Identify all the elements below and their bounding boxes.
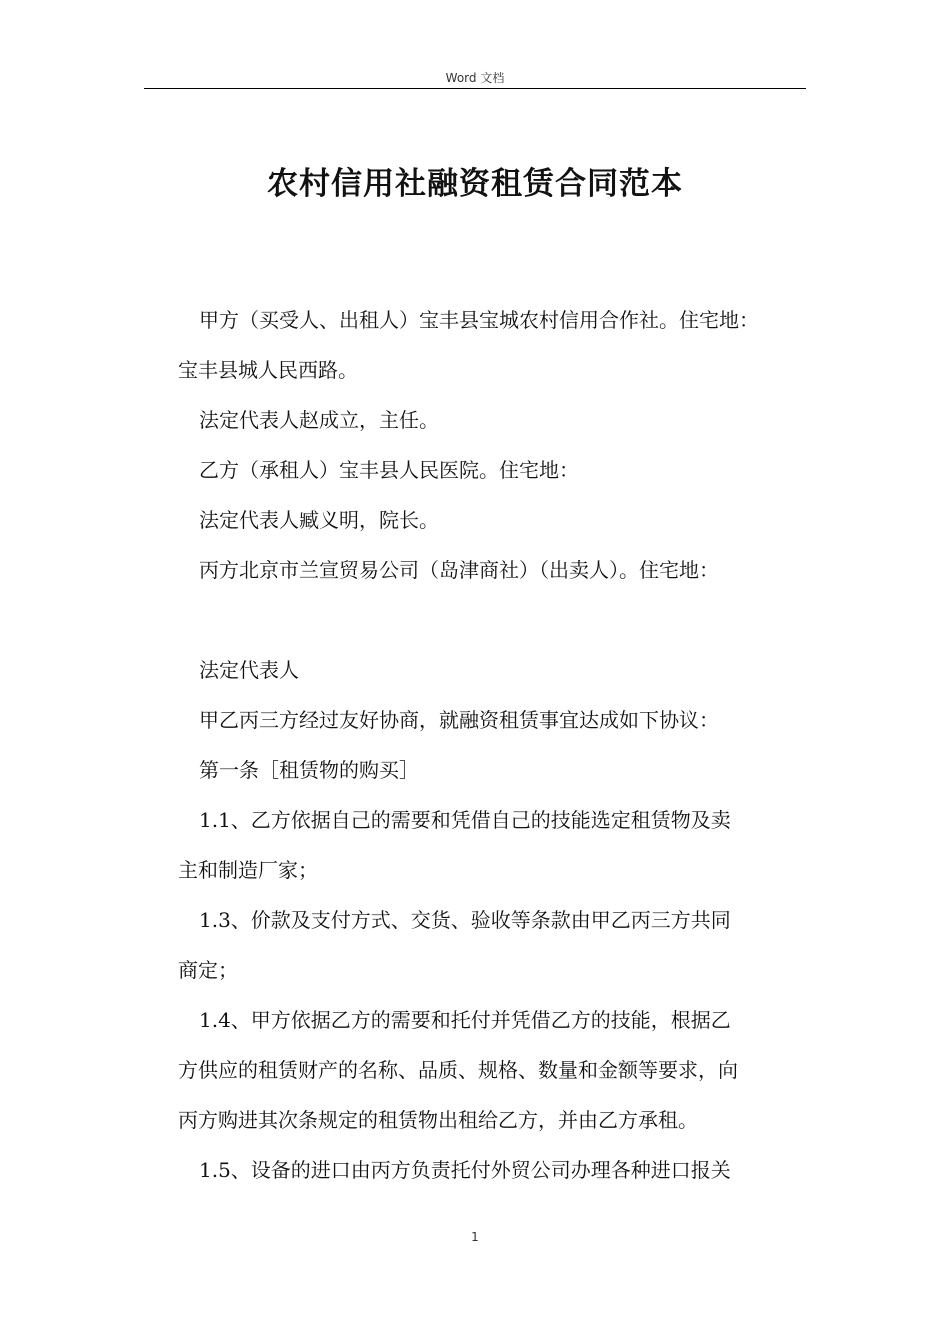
paragraph-line: 商定； xyxy=(178,958,238,982)
paragraph-line: 丙方购进其次条规定的租赁物出租给乙方，并由乙方承租。 xyxy=(178,1108,698,1132)
blank-line xyxy=(178,595,808,645)
clause-1-1 xyxy=(178,795,808,895)
paragraph-line: 1.1、乙方依据自己的需要和凭借自己的技能选定租赁物及卖 xyxy=(199,808,731,832)
clause-1-3 xyxy=(178,895,808,995)
clause-1-5: 1.5、设备的进口由丙方负责托付外贸公司办理各种进口报关 xyxy=(199,1158,731,1182)
paragraph-party-a-representative: 法定代表人赵成立，主任。 xyxy=(199,408,439,432)
paragraph-party-c-representative: 法定代表人 xyxy=(199,658,299,682)
paragraph-party-c: 丙方北京市兰宣贸易公司（岛津商社）（出卖人）。住宅地： xyxy=(199,558,719,582)
paragraph-line: 1.4、甲方依据乙方的需要和托付并凭借乙方的技能，根据乙 xyxy=(199,1008,731,1032)
paragraph-agreement-intro: 甲乙丙三方经过友好协商，就融资租赁事宜达成如下协议： xyxy=(199,708,719,732)
page-number: 1 xyxy=(471,1230,479,1244)
article-heading: 第一条［租赁物的购买］ xyxy=(199,758,419,782)
header-label: Word 文档 xyxy=(445,71,505,85)
header-rule xyxy=(144,88,806,89)
clause-1-4 xyxy=(178,995,808,1145)
document-body xyxy=(178,295,808,1195)
paragraph-line: 宝丰县城人民西路。 xyxy=(178,358,358,382)
paragraph-party-b-representative: 法定代表人臧义明，院长。 xyxy=(199,508,439,532)
paragraph-line: 方供应的租赁财产的名称、品质、规格、数量和金额等要求，向 xyxy=(178,1058,738,1082)
paragraph-line: 甲方（买受人、出租人）宝丰县宝城农村信用合作社。住宅地： xyxy=(199,308,759,332)
paragraph-party-a xyxy=(178,295,808,395)
paragraph-line: 1.3、价款及支付方式、交货、验收等条款由甲乙丙三方共同 xyxy=(199,908,731,932)
paragraph-party-b: 乙方（承租人）宝丰县人民医院。住宅地： xyxy=(199,458,579,482)
paragraph-line: 主和制造厂家； xyxy=(178,858,318,882)
document-title: 农村信用社融资租赁合同范本 xyxy=(267,166,683,202)
